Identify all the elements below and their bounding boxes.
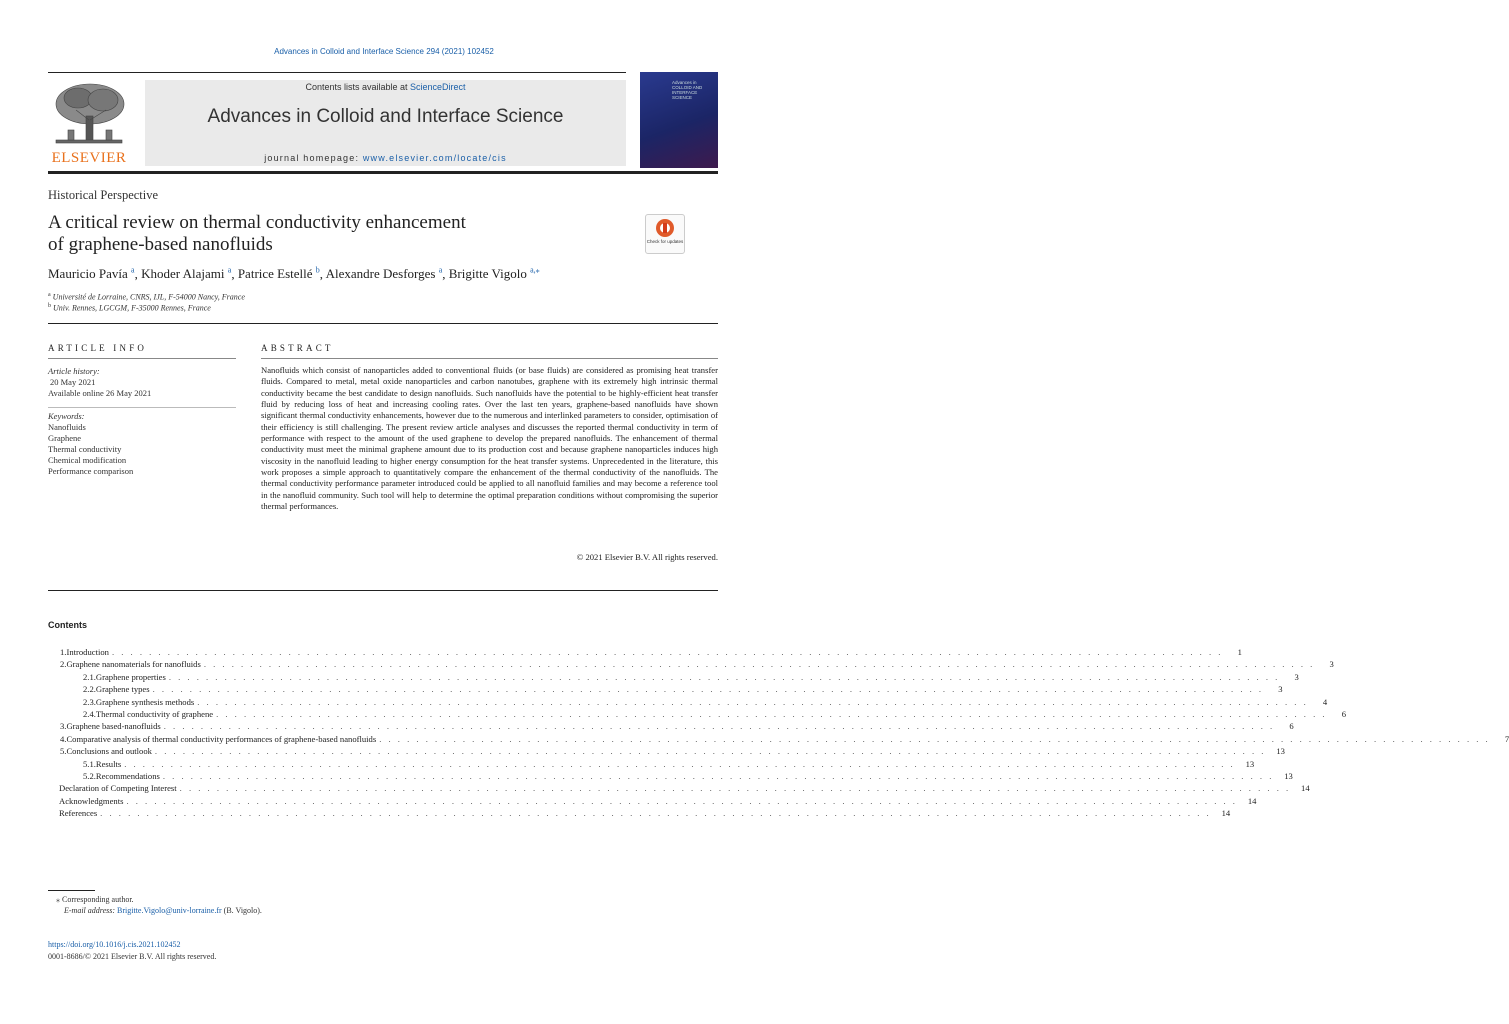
toc-entry-number: 3.	[60, 721, 67, 732]
toc-entry[interactable]	[48, 770, 1293, 782]
abstract-heading: ABSTRACT	[261, 343, 334, 353]
toc-entry[interactable]	[48, 696, 1328, 708]
toc-entry[interactable]	[48, 807, 1231, 819]
article-info-heading: ARTICLE INFO	[48, 343, 148, 353]
contents-available-line	[145, 82, 626, 92]
article-title-line-2: of graphene-based nanofluids	[48, 234, 273, 255]
toc-leader-dots: . . . . . . . . . . . . . . . . . . . . . . . . . . . . . . . . . . . . . . . . . . . . . . . . . . . . . . . . . . . . . . . . . . . . . . . . . . . . . . . . . . . . . . . . . . . . . . . . . . . . . . . . . . . . . . . . . . . . . . . .	[216, 708, 1328, 719]
abstract-body: Nanofluids which consist of nanoparticles added to conventional fluids (or base fluids) are considered as promising heat transfer fluids. Compared to metal, metal oxide nanoparticles and carbon nanotubes, graphene with its extremely high intrinsic thermal conductivity became the best candidate to design nanofluids. Such nanofluids have the potential to be highly-efficient heat transfer fluid by reducing loss of heat and increasing cooling rates. Over the last ten years, graphene-based nanofluids have shown significant thermal conductivity enhancements, however due to the numerous and interlinked parameters to consider, optimisation of their efficiency is still challenging. The present review article analyses and discusses the reported thermal conductivity in term of performance with respect to the amount of the used graphene to develop the prepared nanofluids. The enhancement of thermal conductivity must meet the minimal graphene amount due to its production cost and because graphene nanoparticles induces high viscosity in the nanofluid leading to higher energy consumption for the heat transfer systems. Unprecedented in the literature, this work proposes a simple approach to quantitatively compare the enhancement of the thermal conductivity of the nanofluids. The thermal conductivity performance parameter introduced could be applied to all nanofluid families and may become a reference tool in the nanofluid community. Such tool will help to determine the optimal preparation conditions without compromising the superior thermal performances.	[261, 365, 718, 512]
toc-entry-title: Comparative analysis of thermal conductivity performances of graphene-based nanofluids	[66, 733, 377, 744]
toc-entry[interactable]	[48, 733, 1509, 745]
toc-entry-number: 5.1.	[83, 758, 96, 769]
toc-entry-title: Graphene based-nanofluids	[66, 721, 161, 732]
author[interactable]: Mauricio Pavía $^a$	[48, 266, 135, 282]
toc-entry-title: Conclusions and outlook	[66, 746, 152, 757]
keywords-rule	[48, 407, 236, 408]
toc-entry-page: 6	[1289, 721, 1294, 732]
header-top-rule	[48, 72, 626, 73]
toc-entry-page: 13	[1245, 758, 1255, 769]
toc-entry-title: Introduction	[66, 647, 109, 657]
toc-entry-page: 3	[1294, 671, 1299, 682]
toc-leader-dots: . . . . . . . . . . . . . . . . . . . . . . . . . . . . . . . . . . . . . . . . . . . . . . . . . . . . . . . . . . . . . . . . . . . . . . . . . . . . . . . . . . . . . . . . . . . . . . . . . . . . . . . . . . . . . . . . . . . . . . . .	[203, 659, 1315, 670]
keyword-item: Thermal conductivity	[48, 444, 122, 454]
toc-entry-page: 13	[1276, 746, 1285, 757]
author-list: Mauricio Pavía $^a$, Khoder Alajami $^a$, Patrice Estellé $^b$, Alexandre Desforges $^a$, Brigitte Vigolo $^{a,⁎}$	[48, 266, 540, 282]
toc-entry-number: 2.1.	[83, 671, 96, 682]
toc-entry[interactable]	[48, 758, 1255, 770]
article-info-rule	[48, 358, 236, 359]
table-of-contents	[48, 646, 1509, 819]
author[interactable]: Patrice Estellé $^b$	[237, 266, 320, 282]
toc-entry[interactable]	[48, 683, 1283, 695]
footnote-rule	[48, 890, 95, 891]
email-link[interactable]: Brigitte.Vigolo@univ-lorraine.fr	[117, 906, 222, 915]
toc-leader-dots: . . . . . . . . . . . . . . . . . . . . . . . . . . . . . . . . . . . . . . . . . . . . . . . . . . . . . . . . . . . . . . . . . . . . . . . . . . . . . . . . . . . . . . . . . . . . . . . . . . . . . . . . . . . . . . . . . . . . . . . .	[197, 696, 1309, 707]
toc-entry-title: Recommendations	[95, 770, 160, 781]
toc-entry-page: 14	[1301, 783, 1310, 794]
keyword-item: Chemical modification	[48, 455, 127, 465]
toc-entry-title: Thermal conductivity of graphene	[95, 708, 214, 719]
article-title-line-1: A critical review on thermal conductivity enhancement	[48, 212, 466, 233]
abstract-rule	[261, 358, 718, 359]
toc-entry-title: Graphene synthesis methods	[95, 696, 195, 707]
check-for-updates-label: Check for updates	[646, 239, 684, 244]
toc-entry-number: 5.2.	[83, 770, 96, 781]
toc-entry[interactable]	[48, 658, 1334, 670]
homepage-link[interactable]: www.elsevier.com/locate/cis	[362, 153, 507, 163]
history-received: 20 May 2021	[50, 377, 96, 387]
contents-prefix: Contents lists available at	[305, 82, 411, 92]
keyword-item: Performance comparison	[48, 466, 134, 476]
toc-entry-number: 1.	[60, 647, 67, 657]
header-bottom-rule	[48, 171, 718, 174]
toc-leader-dots: . . . . . . . . . . . . . . . . . . . . . . . . . . . . . . . . . . . . . . . . . . . . . . . . . . . . . . . . . . . . . . . . . . . . . . . . . . . . . . . . . . . . . . . . . . . . . . . . . . . . . . . . . . . . . . . . . . . . . . . .	[163, 721, 1275, 732]
keywords-label: Keywords:	[48, 411, 85, 421]
elsevier-wordmark: ELSEVIER	[51, 150, 127, 166]
affiliation-divider	[48, 323, 718, 324]
toc-leader-dots: . . . . . . . . . . . . . . . . . . . . . . . . . . . . . . . . . . . . . . . . . . . . . . . . . . . . . . . . . . . . . . . . . . . . . . . . . . . . . . . . . . . . . . . . . . . . . . . . . . . . . . . . . . . . . . . . . . . . . . . .	[168, 671, 1280, 682]
corresponding-author-note: ⁎ Corresponding author.	[56, 895, 134, 904]
toc-leader-dots: . . . . . . . . . . . . . . . . . . . . . . . . . . . . . . . . . . . . . . . . . . . . . . . . . . . . . . . . . . . . . . . . . . . . . . . . . . . . . . . . . . . . . . . . . . . . . . . . . . . . . . . . . . . . . . . . . . . . . . . .	[111, 647, 1223, 657]
toc-entry-number: 5.	[60, 746, 67, 757]
keyword-item: Graphene	[48, 433, 82, 443]
toc-entry-page: 14	[1247, 795, 1257, 806]
toc-entry-page: 3	[1278, 684, 1283, 695]
toc-entry-page: 7	[1504, 733, 1509, 744]
cover-title-text: Advances in COLLOID AND INTERFACE SCIENCE	[672, 80, 703, 100]
journal-title: Advances in Colloid and Interface Science	[207, 106, 564, 127]
author[interactable]: Alexandre Desforges $^a$	[325, 266, 443, 282]
toc-entry-page: 4	[1322, 696, 1328, 707]
author[interactable]: Khoder Alajami $^a$	[141, 266, 232, 282]
toc-entry-number: 2.	[60, 659, 67, 670]
toc-entry[interactable]	[48, 708, 1347, 720]
article-history-label: Article history:	[48, 366, 100, 376]
journal-homepage-line	[145, 153, 626, 163]
toc-entry-page: 3	[1329, 659, 1334, 670]
toc-entry-title: Graphene nanomaterials for nanofluids	[66, 659, 201, 670]
toc-leader-dots: . . . . . . . . . . . . . . . . . . . . . . . . . . . . . . . . . . . . . . . . . . . . . . . . . . . . . . . . . . . . . . . . . . . . . . . . . . . . . . . . . . . . . . . . . . . . . . . . . . . . . . . . . . . . . . . . . . . . . . . .	[162, 770, 1274, 781]
check-for-updates-badge[interactable]	[645, 214, 685, 254]
toc-leader-dots: . . . . . . . . . . . . . . . . . . . . . . . . . . . . . . . . . . . . . . . . . . . . . . . . . . . . . . . . . . . . . . . . . . . . . . . . . . . . . . . . . . . . . . . . . . . . . . . . . . . . . . . . . . . . . . . . . . . . . . . .	[100, 808, 1212, 819]
doi-link[interactable]: https://doi.org/10.1016/j.cis.2021.102452	[48, 940, 181, 949]
keyword-item: Nanofluids	[48, 422, 86, 432]
toc-leader-dots: . . . . . . . . . . . . . . . . . . . . . . . . . . . . . . . . . . . . . . . . . . . . . . . . . . . . . . . . . . . . . . . . . . . . . . . . . . . . . . . . . . . . . . . . . . . . . . . . . . . . . . . . . . . . . . . . . . . . . . . .	[379, 733, 1491, 744]
toc-entry-page: 6	[1341, 708, 1347, 719]
journal-reference-link[interactable]: Advances in Colloid and Interface Science 294 (2021) 102452	[274, 47, 494, 56]
toc-entry-title: References	[59, 808, 98, 819]
toc-entry-title: Declaration of Competing Interest	[59, 783, 177, 794]
toc-entry-page: 14	[1221, 808, 1231, 819]
toc-leader-dots: . . . . . . . . . . . . . . . . . . . . . . . . . . . . . . . . . . . . . . . . . . . . . . . . . . . . . . . . . . . . . . . . . . . . . . . . . . . . . . . . . . . . . . . . . . . . . . . . . . . . . . . . . . . . . . . . . . . . . . . .	[124, 758, 1236, 769]
toc-entry-page: 13	[1284, 770, 1293, 781]
issn-line: 0001-8686/© 2021 Elsevier B.V. All rights reserved.	[48, 952, 217, 961]
history-online: Available online 26 May 2021	[48, 388, 152, 398]
toc-leader-dots: . . . . . . . . . . . . . . . . . . . . . . . . . . . . . . . . . . . . . . . . . . . . . . . . . . . . . . . . . . . . . . . . . . . . . . . . . . . . . . . . . . . . . . . . . . . . . . . . . . . . . . . . . . . . . . . . . . . . . . . .	[179, 783, 1291, 794]
article-title	[48, 212, 608, 256]
toc-leader-dots: . . . . . . . . . . . . . . . . . . . . . . . . . . . . . . . . . . . . . . . . . . . . . . . . . . . . . . . . . . . . . . . . . . . . . . . . . . . . . . . . . . . . . . . . . . . . . . . . . . . . . . . . . . . . . . . . . . . . . . . .	[152, 684, 1264, 695]
affiliation-b: $^b$ Univ. Rennes, LGCGM, F-35000 Rennes, France	[48, 303, 211, 313]
sciencedirect-link[interactable]: ScienceDirect	[410, 82, 466, 92]
abstract-bottom-rule	[48, 590, 718, 591]
affiliation-a: $^a$ Université de Lorraine, CNRS, IJL, F-54000 Nancy, France	[48, 292, 245, 302]
toc-entry-page: 1	[1237, 647, 1242, 657]
toc-entry-number: 2.3.	[83, 696, 96, 707]
toc-leader-dots: . . . . . . . . . . . . . . . . . . . . . . . . . . . . . . . . . . . . . . . . . . . . . . . . . . . . . . . . . . . . . . . . . . . . . . . . . . . . . . . . . . . . . . . . . . . . . . . . . . . . . . . . . . . . . . . . . . . . . . . .	[154, 746, 1266, 757]
contents-heading: Contents	[48, 620, 87, 630]
toc-entry-number: 4.	[60, 733, 67, 744]
author[interactable]: Brigitte Vigolo $^{a,⁎}$	[448, 266, 540, 282]
toc-entry-number: 2.2.	[83, 684, 96, 695]
toc-entry[interactable]	[48, 782, 1310, 794]
email-note: E-mail address: Brigitte.Vigolo@univ-lorraine.fr (B. Vigolo).	[64, 906, 262, 915]
abstract-copyright: © 2021 Elsevier B.V. All rights reserved.	[576, 552, 718, 562]
toc-entry-title: Graphene types	[95, 684, 150, 695]
toc-entry[interactable]	[48, 720, 1294, 732]
toc-leader-dots: . . . . . . . . . . . . . . . . . . . . . . . . . . . . . . . . . . . . . . . . . . . . . . . . . . . . . . . . . . . . . . . . . . . . . . . . . . . . . . . . . . . . . . . . . . . . . . . . . . . . . . . . . . . . . . . . . . . . . . . .	[126, 795, 1238, 806]
article-type: Historical Perspective	[48, 188, 159, 202]
toc-entry-title: Acknowledgments	[59, 795, 124, 806]
toc-entry[interactable]	[48, 671, 1299, 683]
homepage-prefix: journal homepage:	[264, 153, 363, 163]
toc-entry-title: Results	[95, 758, 122, 769]
toc-entry-number: 2.4.	[83, 708, 96, 719]
toc-entry[interactable]	[48, 745, 1285, 757]
toc-entry-title: Graphene properties	[95, 671, 166, 682]
toc-entry[interactable]	[48, 795, 1257, 807]
toc-entry[interactable]	[48, 646, 1242, 658]
